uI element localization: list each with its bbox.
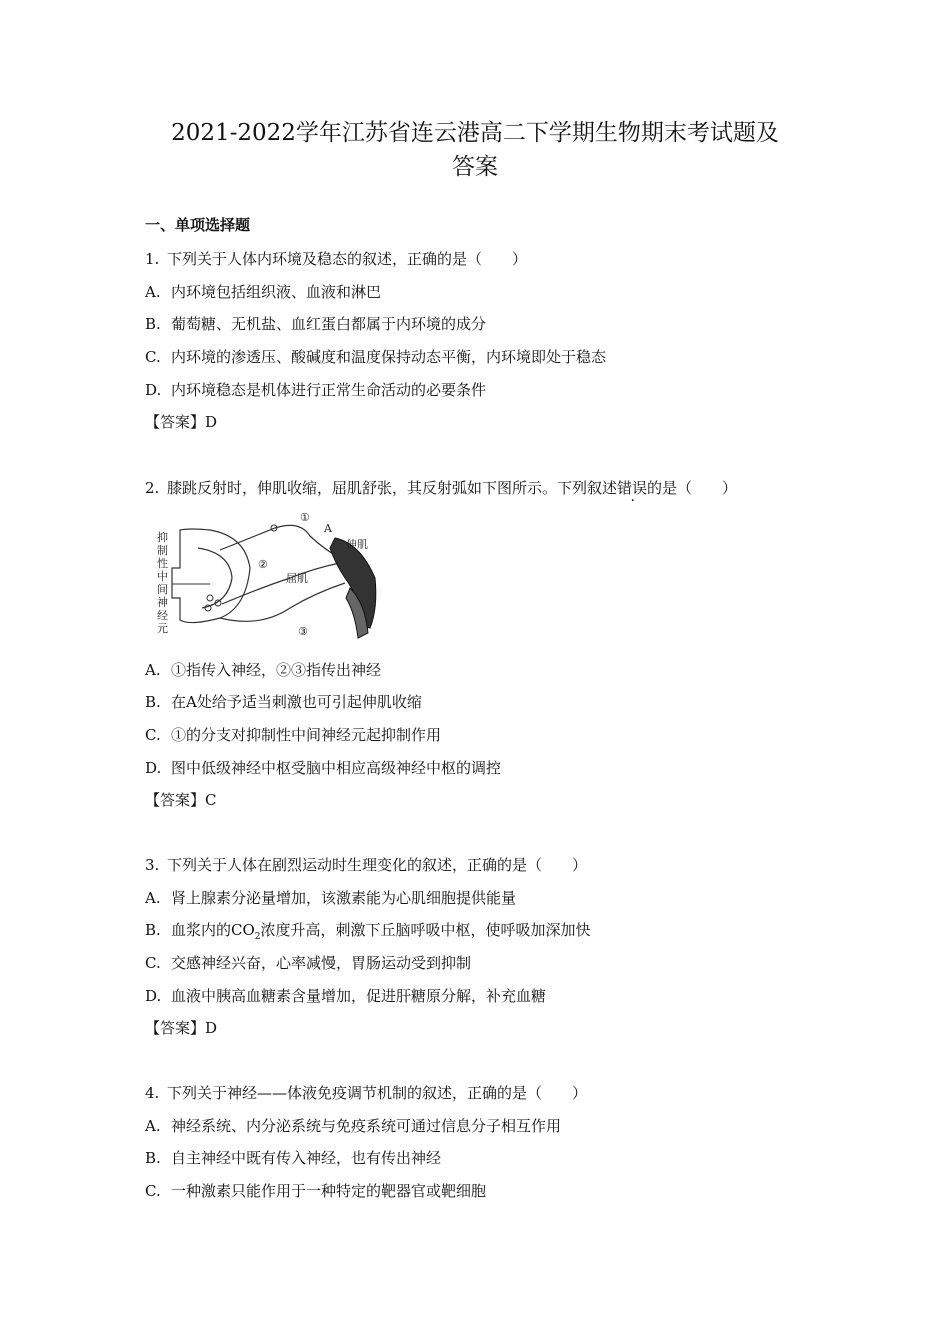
- option-letter: B.: [145, 315, 161, 333]
- option-text: ①指传入神经，②③指传出神经: [171, 661, 382, 679]
- option-text: 交感神经兴奋，心率减慢，胃肠运动受到抑制: [171, 954, 472, 972]
- q4-option-c: [145, 1180, 486, 1201]
- option-text: 血液中胰高血糖素含量增加，促进肝糖原分解，补充血糖: [171, 987, 547, 1005]
- option-text: 浓度升高，刺激下丘脑呼吸中枢，使呼吸加深加快: [260, 921, 591, 939]
- answer-label: 【答案】: [145, 791, 206, 809]
- side-label-char: 抑: [157, 531, 168, 544]
- side-label-char: 神: [157, 596, 168, 609]
- q3-stem: [145, 854, 587, 875]
- mark-2: ②: [258, 558, 268, 571]
- side-label-char: 间: [157, 583, 168, 596]
- q2-option-a: [145, 659, 381, 680]
- efferent-nerve-extensor: [222, 563, 340, 604]
- option-letter: D.: [145, 987, 162, 1005]
- mark-3: ③: [298, 625, 308, 638]
- q4-stem: [145, 1082, 587, 1103]
- label-extensor: 伸肌: [346, 538, 368, 551]
- option-text: ①的分支对抑制性中间神经元起抑制作用: [171, 726, 442, 744]
- q3-answer: [145, 1017, 217, 1038]
- q1-number: 1.: [145, 250, 160, 268]
- option-text: 自主神经中既有传入神经，也有传出神经: [171, 1149, 442, 1167]
- q1-option-a: [145, 281, 381, 302]
- side-label-char: 制: [157, 544, 168, 557]
- q4-option-a: [145, 1115, 561, 1136]
- side-label-char: 中: [157, 570, 168, 583]
- option-letter: B.: [145, 921, 161, 939]
- q2-option-d: [145, 757, 501, 778]
- q1-option-d: [145, 379, 486, 400]
- grey-matter: [198, 548, 232, 608]
- option-letter: D.: [145, 759, 162, 777]
- q2-option-b: [145, 691, 422, 712]
- q4-stem-text: 下列关于神经——体液免疫调节机制的叙述，正确的是（ ）: [167, 1084, 588, 1102]
- option-text: 血浆内的CO: [171, 921, 255, 939]
- option-letter: A.: [145, 661, 161, 679]
- q2-number: 2.: [145, 479, 160, 497]
- option-letter: C.: [145, 348, 161, 366]
- option-letter: A.: [145, 889, 161, 907]
- q2-stem-emphasis: 错误: [617, 479, 648, 497]
- option-text: 内环境稳态是机体进行正常生命活动的必要条件: [171, 381, 487, 399]
- label-a: A: [324, 522, 332, 535]
- side-label: [157, 530, 168, 635]
- title-line-1: 2021-2022学年江苏省连云港高二下学期生物期末考试题及: [171, 120, 779, 146]
- label-flexor: 屈肌: [286, 572, 308, 585]
- option-text: 葡萄糖、无机盐、血红蛋白都属于内环境的成分: [171, 315, 487, 333]
- answer-value: D: [205, 1019, 218, 1037]
- q2-stem-text-b: 的是（ ）: [647, 479, 738, 497]
- answer-value: C: [205, 791, 217, 809]
- side-label-char: 性: [157, 557, 168, 570]
- option-letter: A.: [145, 1117, 161, 1135]
- option-text: 神经系统、内分泌系统与免疫系统可通过信息分子相互作用: [171, 1117, 562, 1135]
- subscript: 2: [254, 932, 261, 942]
- option-letter: C.: [145, 954, 161, 972]
- q3-option-a: [145, 887, 516, 908]
- q4-number: 4.: [145, 1084, 160, 1102]
- q3-stem-text: 下列关于人体在剧烈运动时生理变化的叙述，正确的是（ ）: [167, 856, 588, 874]
- q3-number: 3.: [145, 856, 160, 874]
- side-label-char: 元: [157, 622, 168, 635]
- title-line-2: 答案: [452, 154, 498, 180]
- q1-answer: [145, 411, 217, 432]
- answer-label: 【答案】: [145, 413, 206, 431]
- document-title: [0, 116, 950, 184]
- q4-option-b: [145, 1147, 441, 1168]
- q3-option-b: [145, 919, 591, 942]
- section-heading: 一、单项选择题: [145, 216, 251, 234]
- answer-label: 【答案】: [145, 1019, 206, 1037]
- option-letter: C.: [145, 1182, 161, 1200]
- option-text: 内环境的渗透压、酸碱度和温度保持动态平衡，内环境即处于稳态: [171, 348, 607, 366]
- mark-1: ①: [300, 511, 310, 524]
- neuron-body: [207, 595, 213, 601]
- afferent-nerve: [220, 525, 340, 558]
- option-text: 内环境包括组织液、血液和淋巴: [171, 283, 382, 301]
- reflex-arc-figure: [150, 508, 390, 644]
- q2-stem: [145, 477, 737, 498]
- option-letter: C.: [145, 726, 161, 744]
- option-letter: B.: [145, 1149, 161, 1167]
- q1-stem: [145, 248, 527, 269]
- q2-stem-text-a: 膝跳反射时，伸肌收缩，屈肌舒张，其反射弧如下图所示。下列叙述: [167, 479, 618, 497]
- q3-option-d: [145, 985, 546, 1006]
- option-letter: B.: [145, 693, 161, 711]
- option-letter: A.: [145, 283, 161, 301]
- option-text: 图中低级神经中枢受脑中相应高级神经中枢的调控: [171, 759, 502, 777]
- q2-option-c: [145, 724, 441, 745]
- option-text: 在A处给予适当刺激也可引起伸肌收缩: [171, 693, 422, 711]
- side-label-char: 经: [157, 609, 168, 622]
- q1-stem-text: 下列关于人体内环境及稳态的叙述，正确的是（ ）: [167, 250, 528, 268]
- q3-option-c: [145, 952, 471, 973]
- q1-option-c: [145, 346, 606, 367]
- option-letter: D.: [145, 381, 162, 399]
- option-text: 一种激素只能作用于一种特定的靶器官或靶细胞: [171, 1182, 487, 1200]
- q2-answer: [145, 789, 217, 810]
- q1-option-b: [145, 313, 486, 334]
- option-text: 肾上腺素分泌量增加，该激素能为心肌细胞提供能量: [171, 889, 517, 907]
- answer-value: D: [205, 413, 218, 431]
